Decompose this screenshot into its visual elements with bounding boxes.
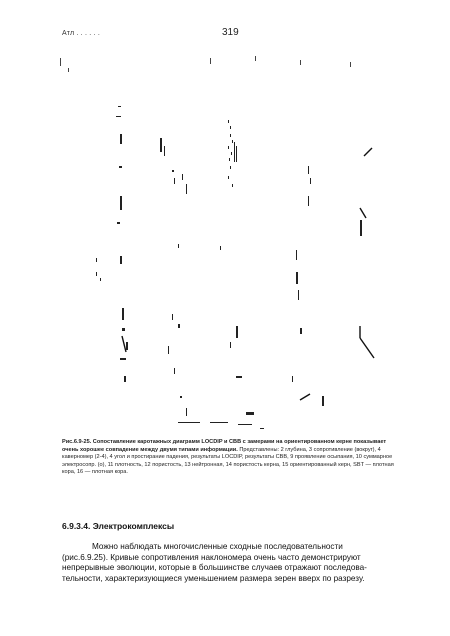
body-line: (рис.6.9.25). Кривые сопротивления наклономера очень часто демонстрируют: [62, 552, 361, 562]
body-line: тельности, характеризующиеся уменьшением размера зерен вверх по разрезу.: [62, 573, 365, 583]
well-log-figure: [60, 46, 400, 438]
caption-title: Рис.6.9-25. Сопоставление каротажных диаграмм LOCDIP и CBB с замерами на ориентированном керне показывает очень хорошее совпадение между двумя типами информации.: [62, 439, 387, 453]
body-line: непрерывные эволюции, которые в большинстве случаев отражают последова-: [62, 563, 367, 573]
body-paragraph: [62, 542, 394, 584]
resistivity-track: [160, 138, 187, 416]
well-log-graphic: [60, 46, 400, 438]
log-marks-top: [60, 56, 351, 72]
dip-track: [220, 120, 254, 415]
core-track: [292, 166, 362, 406]
section-heading: 6.9.3.4. Электрокомплексы: [62, 521, 175, 531]
dip-tadpoles: [122, 148, 374, 400]
caption-body: Представлены: 2 глубина, 3 сопротивление (вокруг), 4 каверномер (2-4), 4 угол и простирание падения, результаты LOCDIP, результаты CBB, 9 проявление осыпания, 10 суммарное электросопр. (о), 11 плотность, 12 пористость, 13 нейтронная, 14 пористость керна, 15 ориентированный керн, SBT — плотная кора, 16 — плотная кора.: [62, 446, 394, 476]
body-line: Можно наблюдать многочисленные сходные последовательности: [92, 542, 343, 551]
figure-caption: [62, 439, 398, 477]
page-number: 319: [222, 27, 239, 38]
running-header: Атл . . . . . .: [62, 30, 100, 37]
bottom-ticks: [178, 422, 264, 429]
